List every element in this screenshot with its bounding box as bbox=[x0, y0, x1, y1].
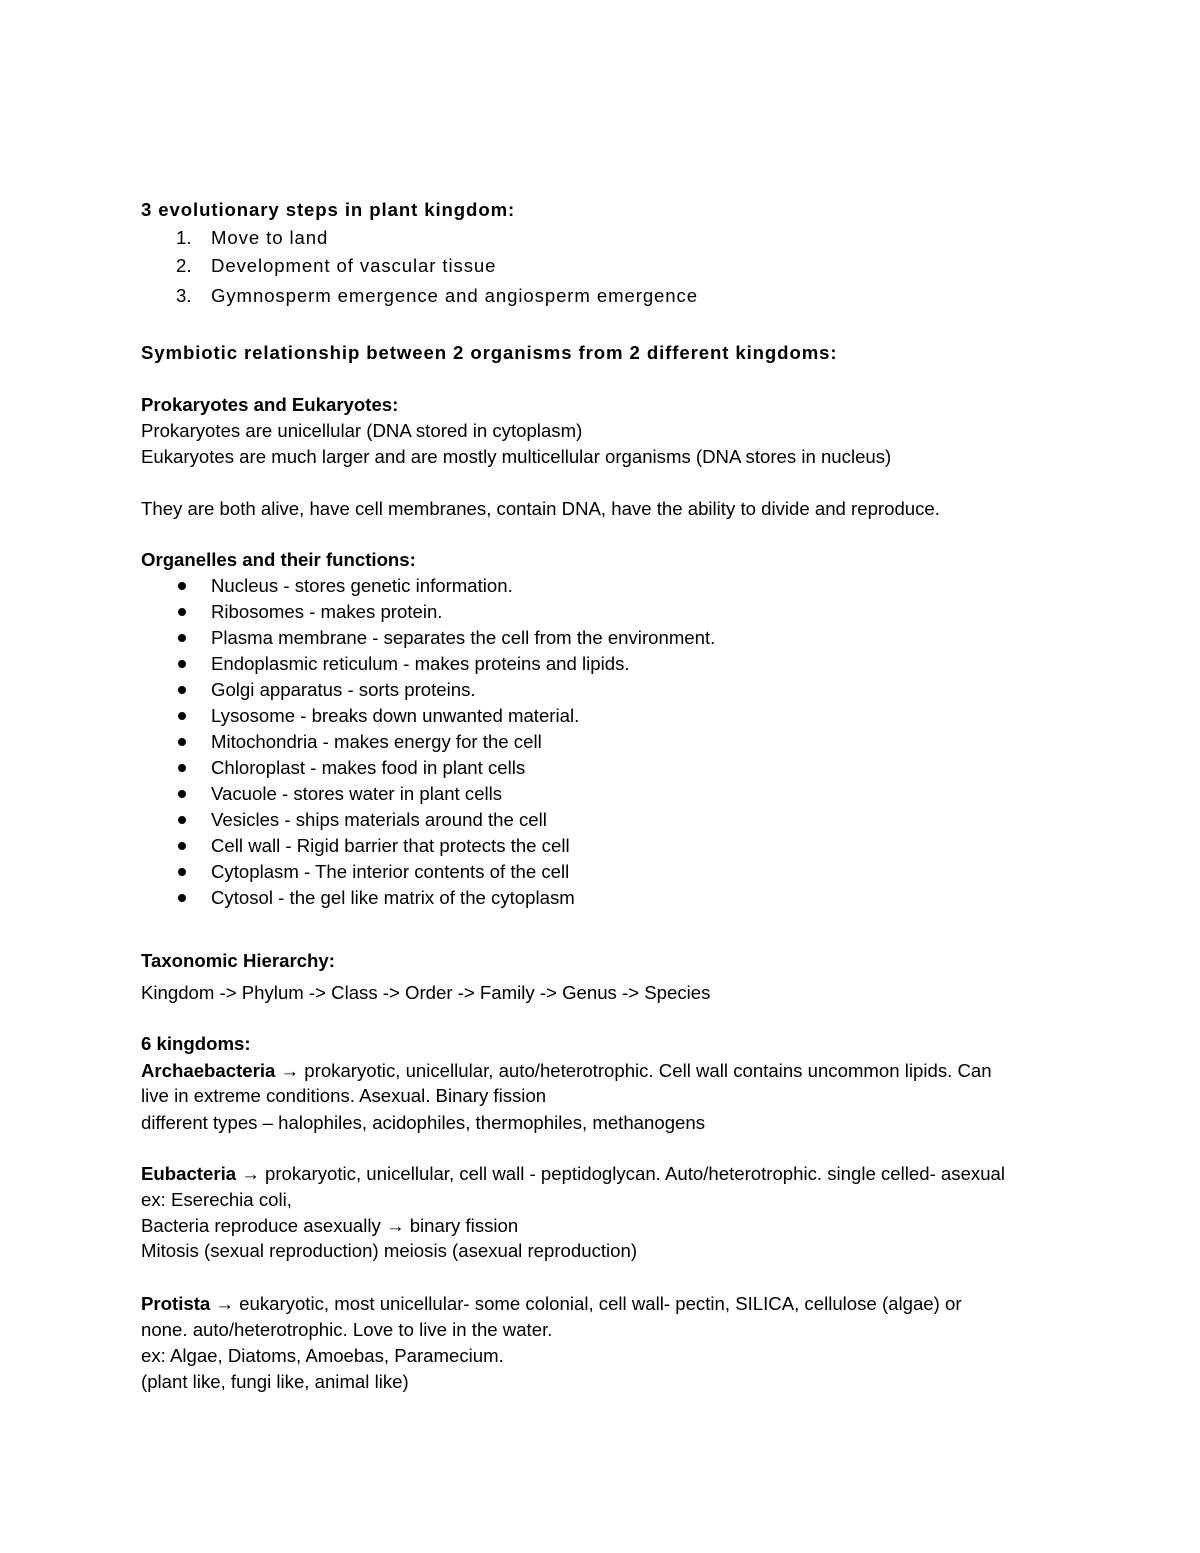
heading-symbiotic-relationship: Symbiotic relationship between 2 organisms from 2 different kingdoms: bbox=[141, 342, 838, 363]
bullet-icon bbox=[178, 738, 186, 746]
eubacteria-line-1 bbox=[141, 1163, 1005, 1185]
step-number-3: 3. bbox=[176, 285, 192, 306]
heading-evolutionary-steps: 3 evolutionary steps in plant kingdom: bbox=[141, 199, 516, 220]
protista-line-2: none. auto/heterotrophic. Love to live in the water. bbox=[141, 1319, 553, 1340]
heading-taxonomic-hierarchy: Taxonomic Hierarchy: bbox=[141, 950, 335, 971]
eubacteria-name: Eubacteria bbox=[141, 1163, 237, 1184]
bullet-icon bbox=[178, 634, 186, 642]
organelle-item-golgi-apparatus: Golgi apparatus - sorts proteins. bbox=[211, 679, 476, 700]
bullet-icon bbox=[178, 660, 186, 668]
step-number-1: 1. bbox=[176, 227, 192, 248]
organelle-item-lysosome: Lysosome - breaks down unwanted material. bbox=[211, 705, 580, 726]
both-alive-line: They are both alive, have cell membranes, contain DNA, have the ability to divide and reproduce. bbox=[141, 498, 940, 519]
protista-name: Protista bbox=[141, 1293, 211, 1314]
prokaryotes-line: Prokaryotes are unicellular (DNA stored in cytoplasm) bbox=[141, 420, 583, 441]
organelle-item-mitochondria: Mitochondria - makes energy for the cell bbox=[211, 731, 542, 752]
heading-organelles: Organelles and their functions: bbox=[141, 549, 416, 570]
organelle-item-cytosol: Cytosol - the gel like matrix of the cytoplasm bbox=[211, 887, 575, 908]
bullet-icon bbox=[178, 868, 186, 876]
eubacteria-line-2: ex: Eserechia coli, bbox=[141, 1189, 292, 1210]
organelle-item-cell-wall: Cell wall - Rigid barrier that protects the cell bbox=[211, 835, 570, 856]
step-number-2: 2. bbox=[176, 255, 192, 276]
organelle-item-vacuole: Vacuole - stores water in plant cells bbox=[211, 783, 503, 804]
bullet-icon bbox=[178, 842, 186, 850]
protista-line-1 bbox=[141, 1293, 962, 1315]
archaebacteria-name: Archaebacteria bbox=[141, 1060, 276, 1081]
heading-prokaryotes-eukaryotes: Prokaryotes and Eukaryotes: bbox=[141, 394, 399, 415]
step-text-1: Move to land bbox=[211, 227, 329, 248]
eubacteria-line-3: Bacteria reproduce asexually → binary fission bbox=[141, 1215, 519, 1236]
archaebacteria-desc: → prokaryotic, unicellular, auto/heterotrophic. Cell wall contains uncommon lipids. Can bbox=[275, 1060, 992, 1081]
heading-six-kingdoms: 6 kingdoms: bbox=[141, 1033, 251, 1054]
protista-line-4: (plant like, fungi like, animal like) bbox=[141, 1371, 409, 1392]
organelle-item-vesicles: Vesicles - ships materials around the cell bbox=[211, 809, 547, 830]
organelle-item-cytoplasm: Cytoplasm - The interior contents of the cell bbox=[211, 861, 570, 882]
bullet-icon bbox=[178, 686, 186, 694]
bullet-icon bbox=[178, 712, 186, 720]
bullet-icon bbox=[178, 608, 186, 616]
archaebacteria-line-2: live in extreme conditions. Asexual. Binary fission bbox=[141, 1085, 547, 1106]
organelle-item-ribosomes: Ribosomes - makes protein. bbox=[211, 601, 443, 622]
step-text-3: Gymnosperm emergence and angiosperm emergence bbox=[211, 285, 698, 306]
bullet-icon bbox=[178, 816, 186, 824]
step-text-2: Development of vascular tissue bbox=[211, 255, 497, 276]
bullet-icon bbox=[178, 764, 186, 772]
archaebacteria-line-3: different types – halophiles, acidophiles, thermophiles, methanogens bbox=[141, 1112, 706, 1133]
taxonomy-line: Kingdom -> Phylum -> Class -> Order -> Family -> Genus -> Species bbox=[141, 982, 711, 1003]
organelle-item-nucleus: Nucleus - stores genetic information. bbox=[211, 575, 513, 596]
protista-desc: → eukaryotic, most unicellular- some colonial, cell wall- pectin, SILICA, cellulose (algae) or bbox=[210, 1293, 962, 1314]
bullet-icon bbox=[178, 582, 186, 590]
organelle-item-plasma-membrane: Plasma membrane - separates the cell from the environment. bbox=[211, 627, 716, 648]
eubacteria-desc: → prokaryotic, unicellular, cell wall - peptidoglycan. Auto/heterotrophic. single celled- asexual bbox=[236, 1163, 1006, 1184]
organelle-item-endoplasmic-reticulum: Endoplasmic reticulum - makes proteins and lipids. bbox=[211, 653, 630, 674]
bullet-icon bbox=[178, 894, 186, 902]
bullet-icon bbox=[178, 790, 186, 798]
eukaryotes-line: Eukaryotes are much larger and are mostly multicellular organisms (DNA stores in nucleus) bbox=[141, 446, 892, 467]
organelle-item-chloroplast: Chloroplast - makes food in plant cells bbox=[211, 757, 526, 778]
protista-line-3: ex: Algae, Diatoms, Amoebas, Paramecium. bbox=[141, 1345, 504, 1366]
archaebacteria-line-1 bbox=[141, 1060, 992, 1082]
eubacteria-line-4: Mitosis (sexual reproduction) meiosis (asexual reproduction) bbox=[141, 1240, 638, 1261]
